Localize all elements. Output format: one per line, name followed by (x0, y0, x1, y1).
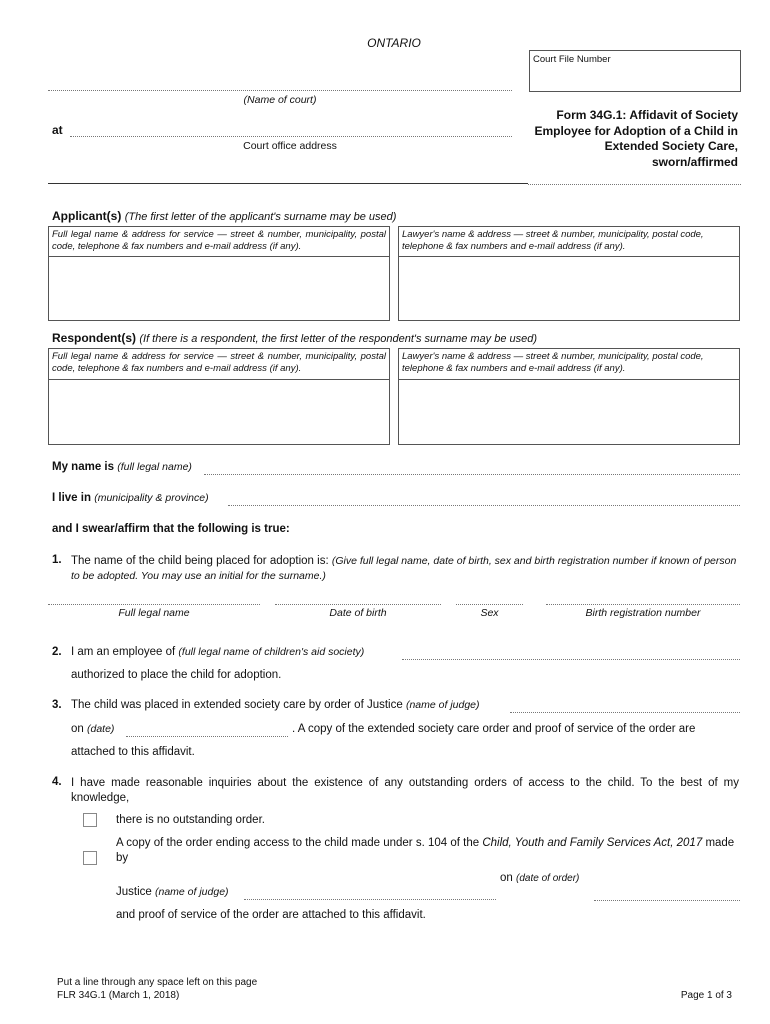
item3-text: The child was placed in extended society care by order of Justice (71, 699, 403, 711)
swear-statement: and I swear/affirm that the following is true: (52, 523, 290, 535)
society-name-line[interactable] (402, 659, 740, 660)
court-address-caption: Court office address (243, 140, 337, 152)
footer-note: Put a line through any space left on this page (57, 977, 258, 988)
item3-text-row (71, 699, 480, 711)
access-date-line[interactable] (594, 900, 740, 901)
justice-label: Justice (116, 886, 152, 898)
name-label: My name is (52, 461, 114, 473)
access-on: on (500, 872, 513, 884)
col-sex-caption: Sex (480, 607, 499, 619)
item2-continuation: authorized to place the child for adoption. (71, 669, 282, 681)
col-reg-caption: Birth registration number (585, 607, 701, 619)
page-number: Page 1 of 3 (680, 990, 732, 1001)
applicant-address-caption: Full legal name & address for service — street & number, municipality, postal code, telephone & fax numbers and e-mail address (if any). (49, 227, 389, 257)
respondent-address-box[interactable] (48, 348, 390, 445)
item3-continuation-1: . A copy of the extended society care order and proof of service of the order are (292, 723, 696, 735)
col-name-caption: Full legal name (118, 607, 190, 619)
court-address-line[interactable] (70, 136, 512, 137)
option1-text: there is no outstanding order. (116, 814, 265, 826)
municipality-line[interactable] (228, 505, 740, 506)
option2-text-b: made by (116, 837, 735, 864)
title-rule (528, 184, 741, 185)
access-date-hint: (date of order) (516, 873, 580, 884)
court-name-caption: (Name of court) (243, 94, 317, 106)
item3-number: 3. (52, 699, 62, 711)
access-judge-line[interactable] (244, 899, 496, 900)
item3-date-hint: (date) (87, 723, 115, 735)
child-reg-line[interactable] (546, 604, 740, 605)
judge-name-line[interactable] (510, 712, 740, 713)
item2-hint: (full legal name of children's aid society) (178, 646, 365, 658)
form-title: Form 34G.1: Affidavit of Society Employee for Adoption of a Child in Extended Society Care, sworn/affirmed (534, 108, 738, 169)
item4-text: I have made reasonable inquiries about the existence of any outstanding orders of access to the child. To the best of my knowledge, (71, 777, 739, 804)
applicants-note: (The first letter of the applicant's surname may be used) (124, 211, 397, 223)
applicants-heading-row (52, 209, 396, 223)
applicant-lawyer-caption: Lawyer's name & address — street & number, municipality, postal code, telephone & fax numbers and e-mail address (if any). (399, 227, 739, 257)
header-divider (48, 183, 528, 184)
respondents-heading: Respondent(s) (52, 331, 136, 345)
child-name-line[interactable] (48, 604, 260, 605)
province-title: ONTARIO (367, 36, 421, 50)
item1-text-block (71, 554, 739, 584)
item4-number: 4. (52, 776, 62, 788)
applicant-lawyer-box[interactable] (398, 226, 740, 321)
at-label: at (52, 123, 63, 137)
item3-hint: (name of judge) (405, 699, 480, 711)
form-id: FLR 34G.1 (March 1, 2018) (57, 990, 180, 1001)
child-dob-line[interactable] (275, 604, 441, 605)
item2-number: 2. (52, 646, 62, 658)
live-hint: (municipality & province) (94, 492, 209, 504)
applicant-address-box[interactable] (48, 226, 390, 321)
item3-date-row (71, 723, 114, 735)
item1-text: The name of the child being placed for adoption is: (71, 555, 329, 567)
court-file-number-label: Court File Number (533, 54, 611, 65)
respondents-note: (If there is a respondent, the first letter of the respondent's surname may be used) (139, 333, 538, 345)
item3-continuation-2: attached to this affidavit. (71, 746, 195, 758)
live-label: I live in (52, 492, 91, 504)
item4-continuation: and proof of service of the order are attached to this affidavit. (116, 909, 426, 921)
court-file-number-box[interactable] (529, 50, 741, 92)
item3-on: on (71, 723, 84, 735)
item1-hint: (Give full legal name, date of birth, sex and birth registration number if known of person to be adopted. You may use an initial for the surname.) (71, 555, 737, 582)
access-date-label (500, 872, 580, 885)
applicants-heading: Applicant(s) (52, 209, 122, 223)
order-ending-access-checkbox[interactable] (83, 851, 97, 865)
name-hint: (full legal name) (117, 461, 192, 473)
order-date-line[interactable] (126, 736, 288, 737)
justice-hint: (name of judge) (155, 886, 229, 898)
respondent-address-caption: Full legal name & address for service — street & number, municipality, postal code, telephone & fax numbers and e-mail address (if any). (49, 349, 389, 380)
item1-number: 1. (52, 554, 62, 566)
item2-text: I am an employee of (71, 646, 176, 658)
justice-row (116, 886, 229, 898)
no-outstanding-order-checkbox[interactable] (83, 813, 97, 827)
col-dob-caption: Date of birth (329, 607, 387, 619)
full-legal-name-line[interactable] (204, 474, 740, 475)
child-sex-line[interactable] (456, 604, 523, 605)
respondent-lawyer-box[interactable] (398, 348, 740, 445)
act-name: Child, Youth and Family Services Act, 2017 (482, 837, 703, 849)
court-name-line[interactable] (48, 90, 512, 91)
respondents-heading-row (52, 331, 537, 345)
name-row (52, 461, 192, 473)
option2-text-block (116, 836, 740, 866)
respondent-lawyer-caption: Lawyer's name & address — street & number, municipality, postal code, telephone & fax numbers and e-mail address (if any). (399, 349, 739, 380)
live-row (52, 492, 209, 504)
item2-text-row (71, 646, 364, 658)
option2-text-a: A copy of the order ending access to the child made under s. 104 of the (116, 837, 480, 849)
